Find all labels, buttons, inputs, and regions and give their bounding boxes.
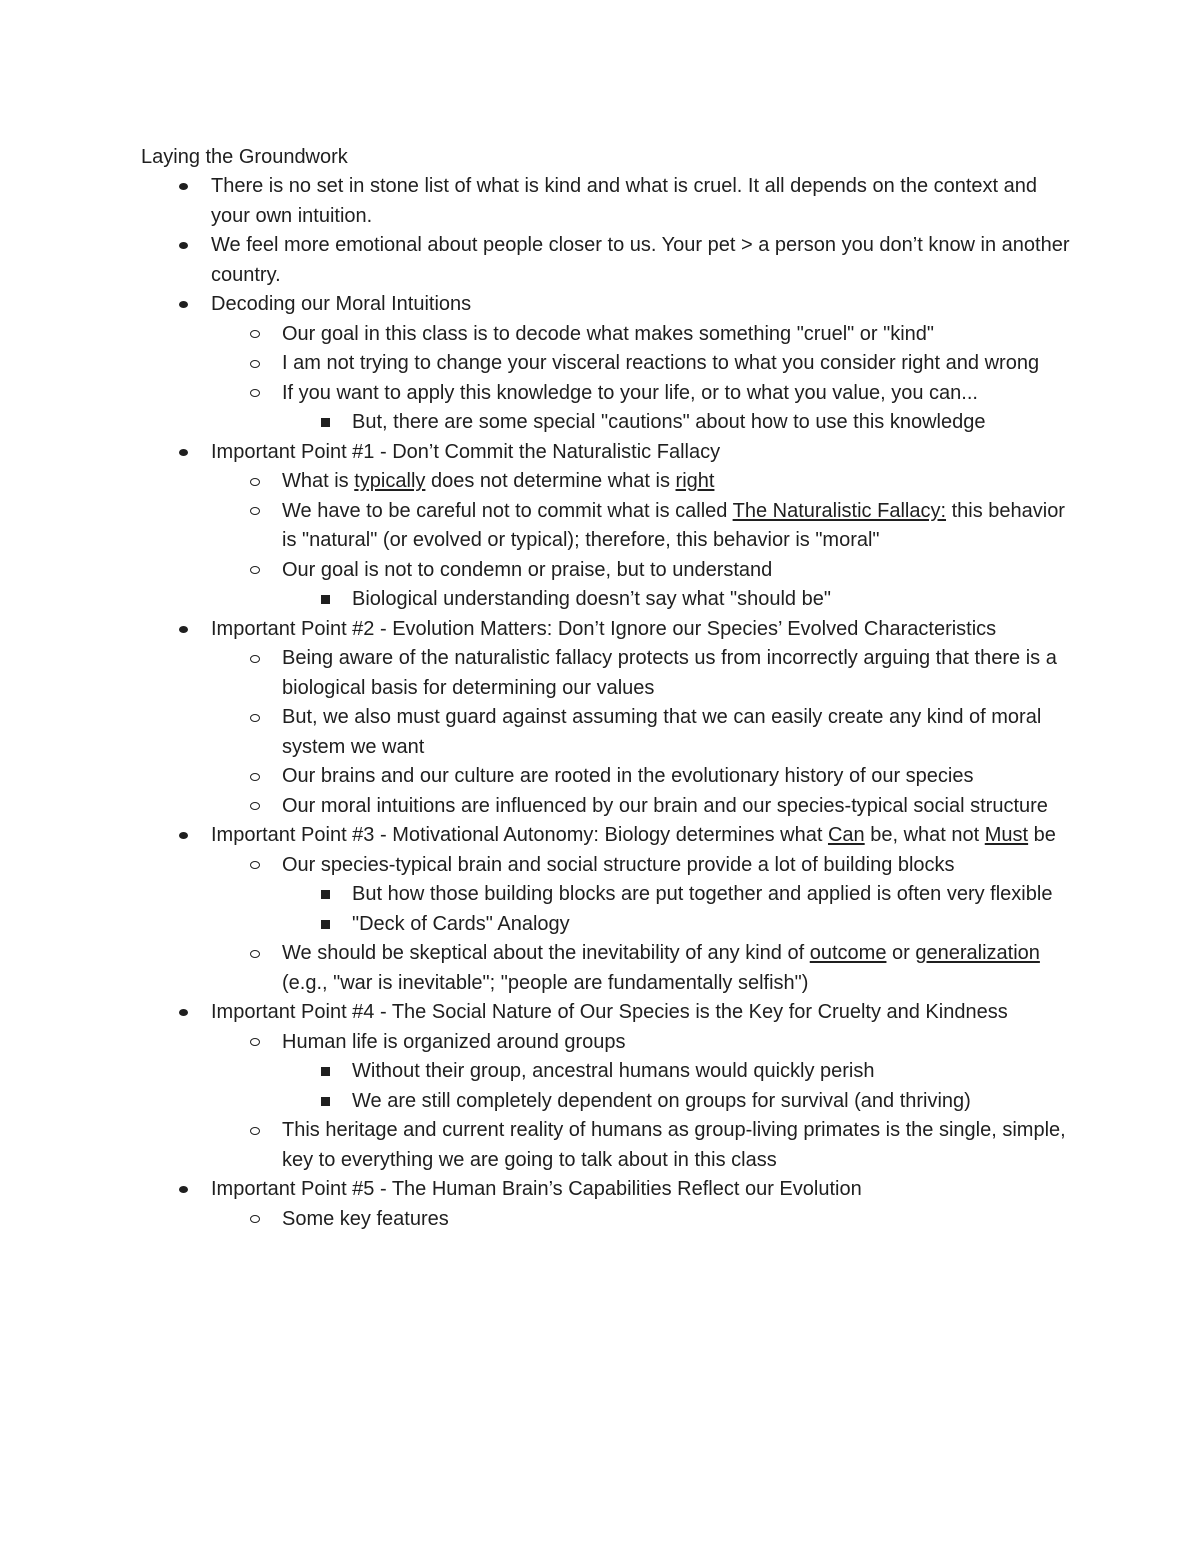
- list-item-text: [282, 556, 1072, 586]
- bullet-dot-icon: [172, 1175, 194, 1205]
- bullet-circle-icon: [244, 1116, 266, 1146]
- list-item-text: [211, 998, 1071, 1028]
- underlined-text: outcome: [809, 942, 887, 964]
- bullet-dot-icon: [172, 231, 194, 261]
- text-segment: We are still completely dependent on groups for survival (and thriving): [352, 1089, 971, 1112]
- list-item-level-2: [0, 703, 1200, 762]
- bullet-circle-icon: [244, 851, 266, 881]
- list-item-text: [282, 379, 1072, 409]
- text-segment: Important Point #2 - Evolution Matters: Don’t Ignore our Species’ Evolved Characteristics: [211, 617, 997, 640]
- list-item-level-3: [0, 585, 1200, 615]
- text-segment: or: [886, 942, 916, 964]
- bullet-dot-icon: [172, 821, 194, 851]
- list-item-level-2: [0, 1116, 1200, 1175]
- underlined-text: typically: [354, 470, 426, 492]
- list-item-level-3: [0, 1087, 1200, 1117]
- text-segment: Without their group, ancestral humans would quickly perish: [352, 1060, 875, 1082]
- bullet-dot-icon: [172, 998, 194, 1028]
- text-segment: Our goal in this class is to decode what makes something "cruel" or "kind": [282, 322, 935, 345]
- text-segment: Our moral intuitions are influenced by our brain and our species-typical social structure: [282, 794, 1048, 817]
- text-segment: Some key features: [282, 1207, 449, 1230]
- list-item-level-2: [0, 556, 1200, 586]
- text-segment: (e.g., "war is inevitable"; "people are fundamentally selfish"): [282, 971, 809, 994]
- text-segment: If you want to apply this knowledge to your life, or to what you value, you can...: [282, 381, 978, 404]
- bullet-dot-icon: [172, 615, 194, 645]
- list-item-level-1: [0, 172, 1200, 231]
- text-segment: Being aware of the naturalistic fallacy protects us from incorrectly arguing that there is a biological basis for determining our values: [282, 647, 1057, 699]
- text-segment: Biological understanding doesn’t say what "should be": [352, 588, 831, 610]
- text-segment: We should be skeptical about the inevitability of any kind of: [282, 942, 810, 964]
- list-item-text: [211, 1175, 1071, 1205]
- list-item-level-2: [0, 379, 1200, 409]
- text-segment: Important Point #4 - The Social Nature of Our Species is the Key for Cruelty and Kindness: [211, 1001, 1008, 1023]
- list-item-text: [352, 408, 1072, 438]
- underlined-text: right: [675, 470, 715, 492]
- text-segment: Our brains and our culture are rooted in the evolutionary history of our species: [282, 765, 974, 787]
- text-segment: Our goal is not to condemn or praise, but to understand: [282, 558, 773, 581]
- bullet-dot-icon: [172, 172, 194, 202]
- underlined-text: Must: [984, 824, 1029, 846]
- list-item-level-2: [0, 497, 1200, 556]
- outline-list: [0, 172, 1200, 1234]
- text-segment: Important Point #3 - Motivational Autonomy: Biology determines what: [211, 824, 828, 846]
- bullet-circle-icon: [244, 497, 266, 527]
- bullet-circle-icon: [244, 792, 266, 822]
- list-item-text: [352, 880, 1072, 910]
- bullet-circle-icon: [244, 1028, 266, 1058]
- list-item-level-1: [0, 615, 1200, 645]
- list-item-level-1: [0, 821, 1200, 851]
- list-item-level-1: [0, 998, 1200, 1028]
- list-item-level-2: [0, 1205, 1200, 1235]
- list-item-level-3: [0, 408, 1200, 438]
- list-item-text: [282, 1116, 1072, 1175]
- text-segment: There is no set in stone list of what is kind and what is cruel. It all depends on the context and your own intuition.: [211, 175, 1038, 227]
- text-segment: this behavior is "natural" (or evolved or typical); therefore, this behavior is "moral": [282, 499, 1065, 551]
- text-segment: Important Point #1 - Don’t Commit the Naturalistic Fallacy: [211, 440, 721, 463]
- list-item-level-2: [0, 851, 1200, 881]
- list-item-level-2: [0, 762, 1200, 792]
- text-segment: Important Point #5 - The Human Brain’s Capabilities Reflect our Evolution: [211, 1178, 862, 1200]
- bullet-dot-icon: [172, 290, 194, 320]
- list-item-level-2: [0, 320, 1200, 350]
- text-segment: be, what not: [864, 824, 985, 846]
- document-title: Laying the Groundwork: [141, 146, 348, 168]
- text-segment: What is: [282, 470, 355, 492]
- list-item-level-2: [0, 939, 1200, 998]
- list-item-text: [282, 349, 1072, 379]
- list-item-text: [282, 792, 1072, 822]
- bullet-circle-icon: [244, 320, 266, 350]
- list-item-text: [282, 497, 1072, 556]
- list-item-level-2: [0, 467, 1200, 497]
- underlined-text: The Naturalistic Fallacy:: [732, 499, 947, 522]
- underlined-text: Can: [827, 824, 865, 846]
- text-segment: Our species-typical brain and social structure provide a lot of building blocks: [282, 853, 955, 876]
- list-item-text: [282, 467, 1072, 497]
- list-item-text: [352, 1057, 1072, 1087]
- list-item-level-3: [0, 910, 1200, 940]
- bullet-circle-icon: [244, 703, 266, 733]
- text-segment: does not determine what is: [425, 470, 676, 492]
- bullet-circle-icon: [244, 467, 266, 497]
- text-segment: But, there are some special "cautions" about how to use this knowledge: [352, 411, 986, 433]
- list-item-text: [282, 1205, 1072, 1235]
- list-item-text: [211, 290, 1071, 320]
- list-item-text: [282, 939, 1072, 998]
- text-segment: I am not trying to change your visceral reactions to what you consider right and wrong: [282, 352, 1040, 374]
- list-item-text: [211, 172, 1071, 231]
- text-segment: Decoding our Moral Intuitions: [211, 293, 472, 315]
- bullet-circle-icon: [244, 379, 266, 409]
- underlined-text: generalization: [915, 942, 1040, 964]
- list-item-level-1: [0, 1175, 1200, 1205]
- list-item-text: [211, 438, 1071, 468]
- list-item-level-1: [0, 231, 1200, 290]
- list-item-level-1: [0, 438, 1200, 468]
- list-item-level-2: [0, 1028, 1200, 1058]
- bullet-square-icon: [314, 880, 336, 910]
- text-segment: We have to be careful not to commit what is called: [282, 499, 733, 522]
- list-item-text: [211, 615, 1071, 645]
- list-item-level-2: [0, 792, 1200, 822]
- bullet-square-icon: [314, 1087, 336, 1117]
- text-segment: be: [1028, 824, 1056, 846]
- text-segment: Human life is organized around groups: [282, 1030, 626, 1053]
- list-item-text: [211, 821, 1071, 851]
- list-item-text: [282, 644, 1072, 703]
- list-item-text: [352, 1087, 1072, 1117]
- bullet-circle-icon: [244, 762, 266, 792]
- text-segment: But how those building blocks are put together and applied is often very flexible: [352, 883, 1053, 905]
- list-item-level-3: [0, 880, 1200, 910]
- list-item-text: [282, 703, 1072, 762]
- bullet-square-icon: [314, 585, 336, 615]
- bullet-dot-icon: [172, 438, 194, 468]
- list-item-text: [282, 851, 1072, 881]
- bullet-circle-icon: [244, 644, 266, 674]
- list-item-text: [282, 762, 1072, 792]
- list-item-text: [352, 585, 1072, 615]
- text-segment: This heritage and current reality of humans as group-living primates is the single, simple, key to everything we are going to talk about in this class: [282, 1119, 1066, 1171]
- text-segment: "Deck of Cards" Analogy: [352, 912, 570, 935]
- list-item-text: [211, 231, 1071, 290]
- bullet-circle-icon: [244, 556, 266, 586]
- list-item-level-2: [0, 644, 1200, 703]
- bullet-square-icon: [314, 408, 336, 438]
- list-item-text: [282, 1028, 1072, 1058]
- text-segment: We feel more emotional about people closer to us. Your pet > a person you don’t know in another country.: [211, 234, 1070, 286]
- list-item-level-3: [0, 1057, 1200, 1087]
- list-item-level-2: [0, 349, 1200, 379]
- bullet-circle-icon: [244, 1205, 266, 1235]
- bullet-circle-icon: [244, 939, 266, 969]
- bullet-circle-icon: [244, 349, 266, 379]
- list-item-level-1: [0, 290, 1200, 320]
- bullet-square-icon: [314, 1057, 336, 1087]
- bullet-square-icon: [314, 910, 336, 940]
- text-segment: But, we also must guard against assuming that we can easily create any kind of moral system we want: [282, 706, 1042, 758]
- list-item-text: [352, 910, 1072, 940]
- list-item-text: [282, 320, 1072, 350]
